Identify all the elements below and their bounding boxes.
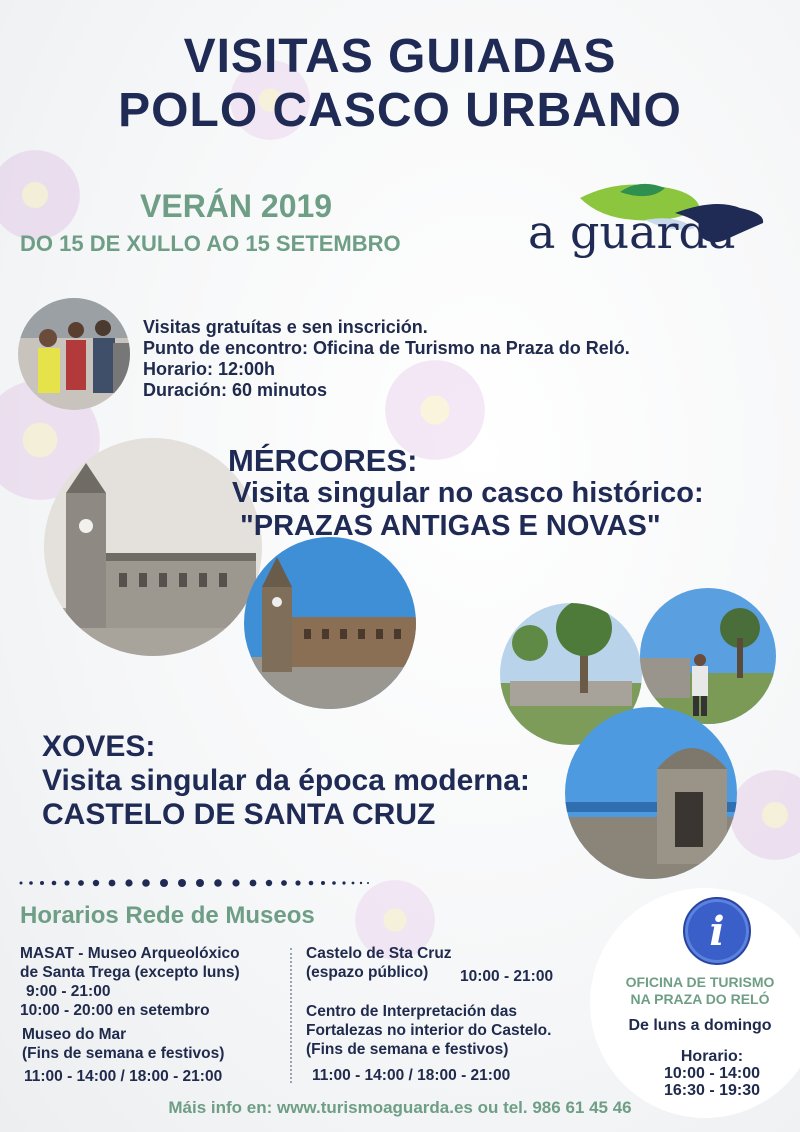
museo-do-mar-hours: 11:00 - 14:00 / 18:00 - 21:00 — [24, 1068, 223, 1085]
centro-name-line2: Fortalezas no interior do Castelo. — [306, 1022, 552, 1039]
museo-do-mar-note: (Fins de semana e festivos) — [22, 1045, 225, 1062]
modern-square-photo — [244, 537, 416, 709]
info-meeting-point: Punto de encontro: Oficina de Turismo na Praza do Reló. — [143, 338, 630, 358]
thursday-heading: XOVES: — [42, 730, 156, 763]
centro-name-line1: Centro de Interpretación das — [306, 1003, 518, 1020]
visit-info — [143, 317, 630, 401]
more-info-footer: Máis info en: www.turismoaguarda.es ou tel. 986 61 45 46 — [168, 1098, 632, 1117]
castle-visitor-photo — [640, 588, 776, 724]
info-icon: i — [683, 897, 751, 965]
centro-note: (Fins de semana e festivos) — [306, 1041, 509, 1058]
logo-text: a guarda — [528, 205, 736, 259]
masat-hours: 9:00 - 21:00 — [26, 983, 111, 1000]
page-title-line2: POLO CASCO URBANO — [118, 84, 682, 137]
masat-block — [20, 944, 240, 1020]
tourist-office-hours-label: Horario: — [680, 1048, 744, 1065]
museo-do-mar-block — [22, 1025, 224, 1086]
thursday-section — [42, 730, 530, 832]
castelo-block — [306, 944, 452, 982]
wednesday-tour-name: "PRAZAS ANTIGAS E NOVAS" — [240, 510, 661, 542]
castelo-name: Castelo de Sta Cruz — [306, 945, 452, 962]
tourist-office-title-line1: OFICINA DE TURISMO — [625, 974, 775, 990]
tour-group-photo — [18, 298, 130, 410]
castelo-hours: 10:00 - 21:00 — [460, 968, 554, 985]
thursday-subtitle: Visita singular da época moderna: — [42, 764, 530, 797]
masat-name-line2: de Santa Trega (excepto luns) — [20, 964, 240, 981]
background-flower — [0, 150, 80, 240]
wednesday-heading: MÉRCORES: — [228, 443, 418, 478]
sentry-box-photo — [565, 707, 737, 879]
tourist-office-title — [600, 974, 800, 1008]
tourist-office-days: De luns a domingo — [628, 1017, 772, 1034]
masat-name-line1: MASAT - Museo Arqueolóxico — [20, 945, 240, 962]
wednesday-subtitle: Visita singular no casco histórico: — [232, 477, 704, 509]
season-label: VERÁN 2019 — [140, 188, 333, 224]
tourist-office-hours-morning: 10:00 - 14:00 — [663, 1065, 761, 1082]
column-divider — [290, 948, 292, 1083]
masat-hours-september: 10:00 - 20:00 en setembro — [20, 1002, 210, 1019]
castelo-note: (espazo público) — [306, 964, 429, 981]
info-schedule: Horario: 12:00h — [143, 359, 276, 379]
centro-block — [306, 1002, 551, 1085]
page-title-line1: VISITAS GUIADAS — [183, 30, 617, 83]
date-range: DO 15 DE XULLO AO 15 SETEMBRO — [20, 231, 401, 256]
museums-heading: Horarios Rede de Museos — [20, 902, 315, 929]
tourist-office-title-line2: NA PRAZA DO RELÓ — [630, 991, 770, 1007]
centro-hours: 11:00 - 14:00 / 18:00 - 21:00 — [312, 1067, 511, 1084]
museo-do-mar-name: Museo do Mar — [22, 1026, 127, 1043]
info-duration: Duración: 60 minutos — [143, 380, 328, 400]
tourist-office-hours-afternoon: 16:30 - 19:30 — [663, 1082, 761, 1099]
thursday-tour-name: CASTELO DE SANTA CRUZ — [42, 798, 436, 831]
background-flower — [730, 770, 800, 860]
dotted-divider — [18, 878, 378, 888]
tourist-office-hours — [600, 1048, 800, 1099]
info-free-visits: Visitas gratuítas e sen inscrición. — [143, 317, 428, 337]
